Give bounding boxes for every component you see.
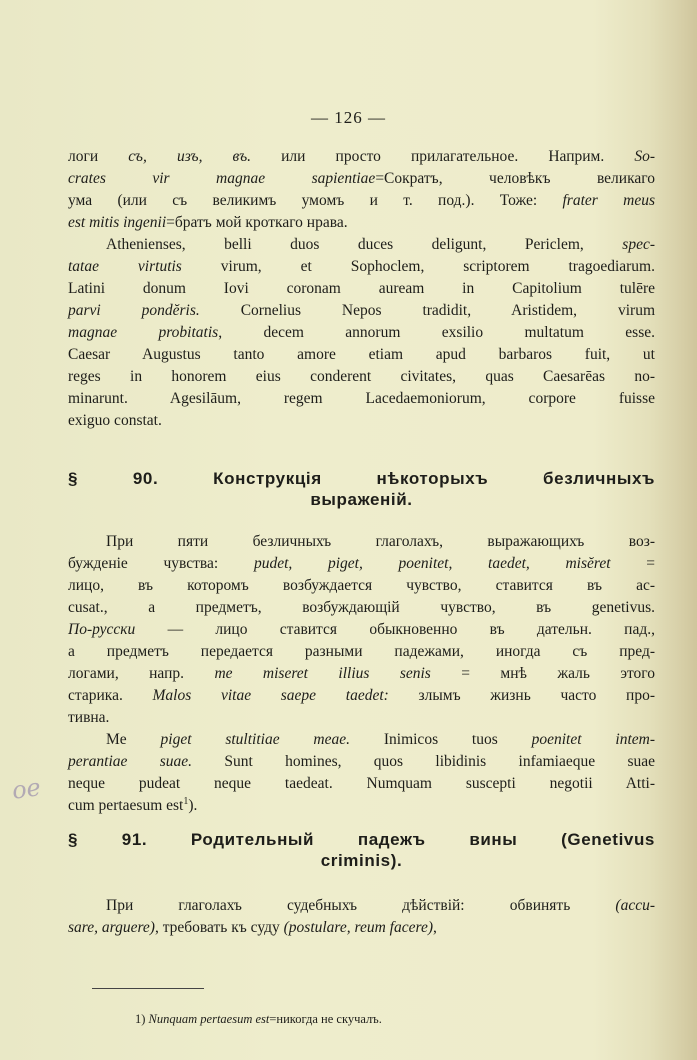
text-run: Cornelius Nepos tradidit, Aristidem, virum xyxy=(199,302,656,319)
section-heading xyxy=(68,829,655,871)
text-line xyxy=(68,410,655,432)
text-run: cum pertaesum est xyxy=(68,797,184,814)
text-line xyxy=(68,388,655,410)
text-line xyxy=(68,322,655,344)
paragraph xyxy=(68,146,655,234)
text-run: , xyxy=(433,919,437,936)
text-run: = xyxy=(610,555,655,572)
text-line xyxy=(68,619,655,641)
text-line xyxy=(68,597,655,619)
text-run: virum, et Sophoclem, scriptorem tragoediarum. xyxy=(181,258,655,275)
text-run: ума (или съ великимъ умомъ и т. под.). Тоже: xyxy=(68,192,563,209)
text-line xyxy=(68,729,655,751)
text-line xyxy=(68,773,655,795)
text-line xyxy=(68,300,655,322)
page-number: — 126 — xyxy=(311,108,386,127)
italic-text: По-русски xyxy=(68,621,136,638)
text-line xyxy=(68,553,655,575)
italic-text: frater meus xyxy=(562,192,655,209)
text-run: reges in honorem eius conderent civitates, quas Caesarēas no- xyxy=(68,368,655,385)
italic-text: tatae virtutis xyxy=(68,258,182,275)
text-run: При пяти безличныхъ глаголахъ, выражающихъ воз- xyxy=(106,533,655,550)
italic-text: magnae probitatis xyxy=(68,324,219,341)
text-line xyxy=(68,751,655,773)
italic-text: me miseret illius senis xyxy=(214,665,431,682)
text-run: Caesar Augustus tanto amore etiam apud barbaros fuit, ut xyxy=(68,346,655,363)
text-run: exiguo constat. xyxy=(68,412,162,429)
handwritten-margin-note: ое xyxy=(10,773,43,805)
text-run: ). xyxy=(188,797,198,814)
text-run: логами, напр. xyxy=(68,665,215,682)
italic-text: crates vir magnae sapientiae xyxy=(68,170,376,187)
italic-text: So- xyxy=(634,148,655,165)
italic-text: (accu- xyxy=(615,897,655,914)
paragraph xyxy=(68,729,655,817)
text-line xyxy=(68,707,655,729)
text-line xyxy=(68,531,655,553)
text-run: логи xyxy=(68,148,129,165)
text-line xyxy=(68,917,655,939)
section-heading xyxy=(68,468,655,510)
heading-line: criminis). xyxy=(320,851,403,870)
footnote-latin: Nunquam pertaesum est xyxy=(148,1012,270,1026)
footnote-marker: 1) xyxy=(135,1012,149,1026)
text-line xyxy=(68,234,655,256)
text-run: старика. xyxy=(68,687,153,704)
italic-text: Malos vitae saepe taedet: xyxy=(152,687,389,704)
text-run: бужденіе чувства: xyxy=(68,555,254,572)
text-run: =братъ мой кроткаго нрава. xyxy=(166,214,348,231)
italic-text: perantiae suae. xyxy=(68,753,193,770)
italic-text: pudet, piget, poenitet, taedet, misĕret xyxy=(253,555,611,572)
text-run: а предметъ передается разными падежами, иногда съ пред- xyxy=(68,643,655,660)
text-line xyxy=(68,278,655,300)
text-run: neque pudeat neque taedeat. Numquam suscepti negotii Atti- xyxy=(68,775,655,792)
italic-text: sare, arguere) xyxy=(68,919,155,936)
italic-text: съ, изъ, въ. xyxy=(128,148,251,165)
paragraph xyxy=(68,531,655,729)
italic-text: (postulare, reum facere) xyxy=(283,919,433,936)
heading-line: выраженій. xyxy=(310,490,413,509)
text-line xyxy=(68,366,655,388)
italic-text: est mitis ingenii xyxy=(68,214,167,231)
text-line xyxy=(68,190,655,212)
text-line xyxy=(68,685,655,707)
italic-text: poenitet intem- xyxy=(531,731,655,748)
text-run: — лицо ставится обыкновенно въ дательн. пад., xyxy=(135,621,655,638)
italic-text: parvi pondĕris. xyxy=(68,302,200,319)
footnote-reference[interactable]: 1 xyxy=(183,795,189,807)
text-line xyxy=(68,212,655,234)
footnote-translation: =никогда не скучалъ. xyxy=(269,1012,382,1026)
text-run: Athenienses, belli duos duces deligunt, Periclem, xyxy=(106,236,623,253)
paragraph xyxy=(68,234,655,432)
text-line xyxy=(68,256,655,278)
text-run: злымъ жизнь часто про- xyxy=(388,687,655,704)
italic-text: spec- xyxy=(622,236,655,253)
text-run: = мнѣ жаль этого xyxy=(430,665,656,682)
footnote xyxy=(135,1012,382,1027)
text-run: , требовать къ суду xyxy=(154,919,284,936)
text-line xyxy=(68,663,655,685)
text-line xyxy=(68,641,655,663)
text-line xyxy=(68,168,655,190)
heading-line: § 90. Конструкція нѣкоторыхъ безличныхъ xyxy=(68,469,655,488)
text-run: minarunt. Agesilāum, regem Lacedaemoniorum, corpore fuisse xyxy=(68,390,655,407)
text-line xyxy=(68,895,655,917)
text-line xyxy=(68,146,655,168)
text-run: или просто прилагательное. Наприм. xyxy=(251,148,635,165)
text-run: тивна. xyxy=(68,709,110,726)
italic-text: piget stultitiae meae. xyxy=(160,731,351,748)
text-run: Latini donum Iovi coronam auream in Capitolium tulēre xyxy=(68,280,655,297)
text-run: Me xyxy=(106,731,161,748)
text-line xyxy=(68,344,655,366)
text-line xyxy=(68,575,655,597)
text-line xyxy=(68,795,655,817)
text-run: лицо, въ которомъ возбуждается чувство, ставится въ ac- xyxy=(68,577,655,594)
footnote-divider xyxy=(92,988,204,989)
paragraph xyxy=(68,895,655,939)
text-run: =Сократъ, человѣкъ великаго xyxy=(375,170,655,187)
text-run: Inimicos tuos xyxy=(350,731,532,748)
text-run: , decem annorum exsilio multatum esse. xyxy=(218,324,655,341)
text-run: cusat., а предметъ, возбуждающій чувство, въ genetivus. xyxy=(68,599,655,616)
text-run: Sunt homines, quos libidinis infamiaeque suae xyxy=(192,753,655,770)
text-run: При глаголахъ судебныхъ дѣйствій: обвинять xyxy=(106,897,616,914)
heading-line: § 91. Родительный падежъ вины (Genetivus xyxy=(68,830,655,849)
